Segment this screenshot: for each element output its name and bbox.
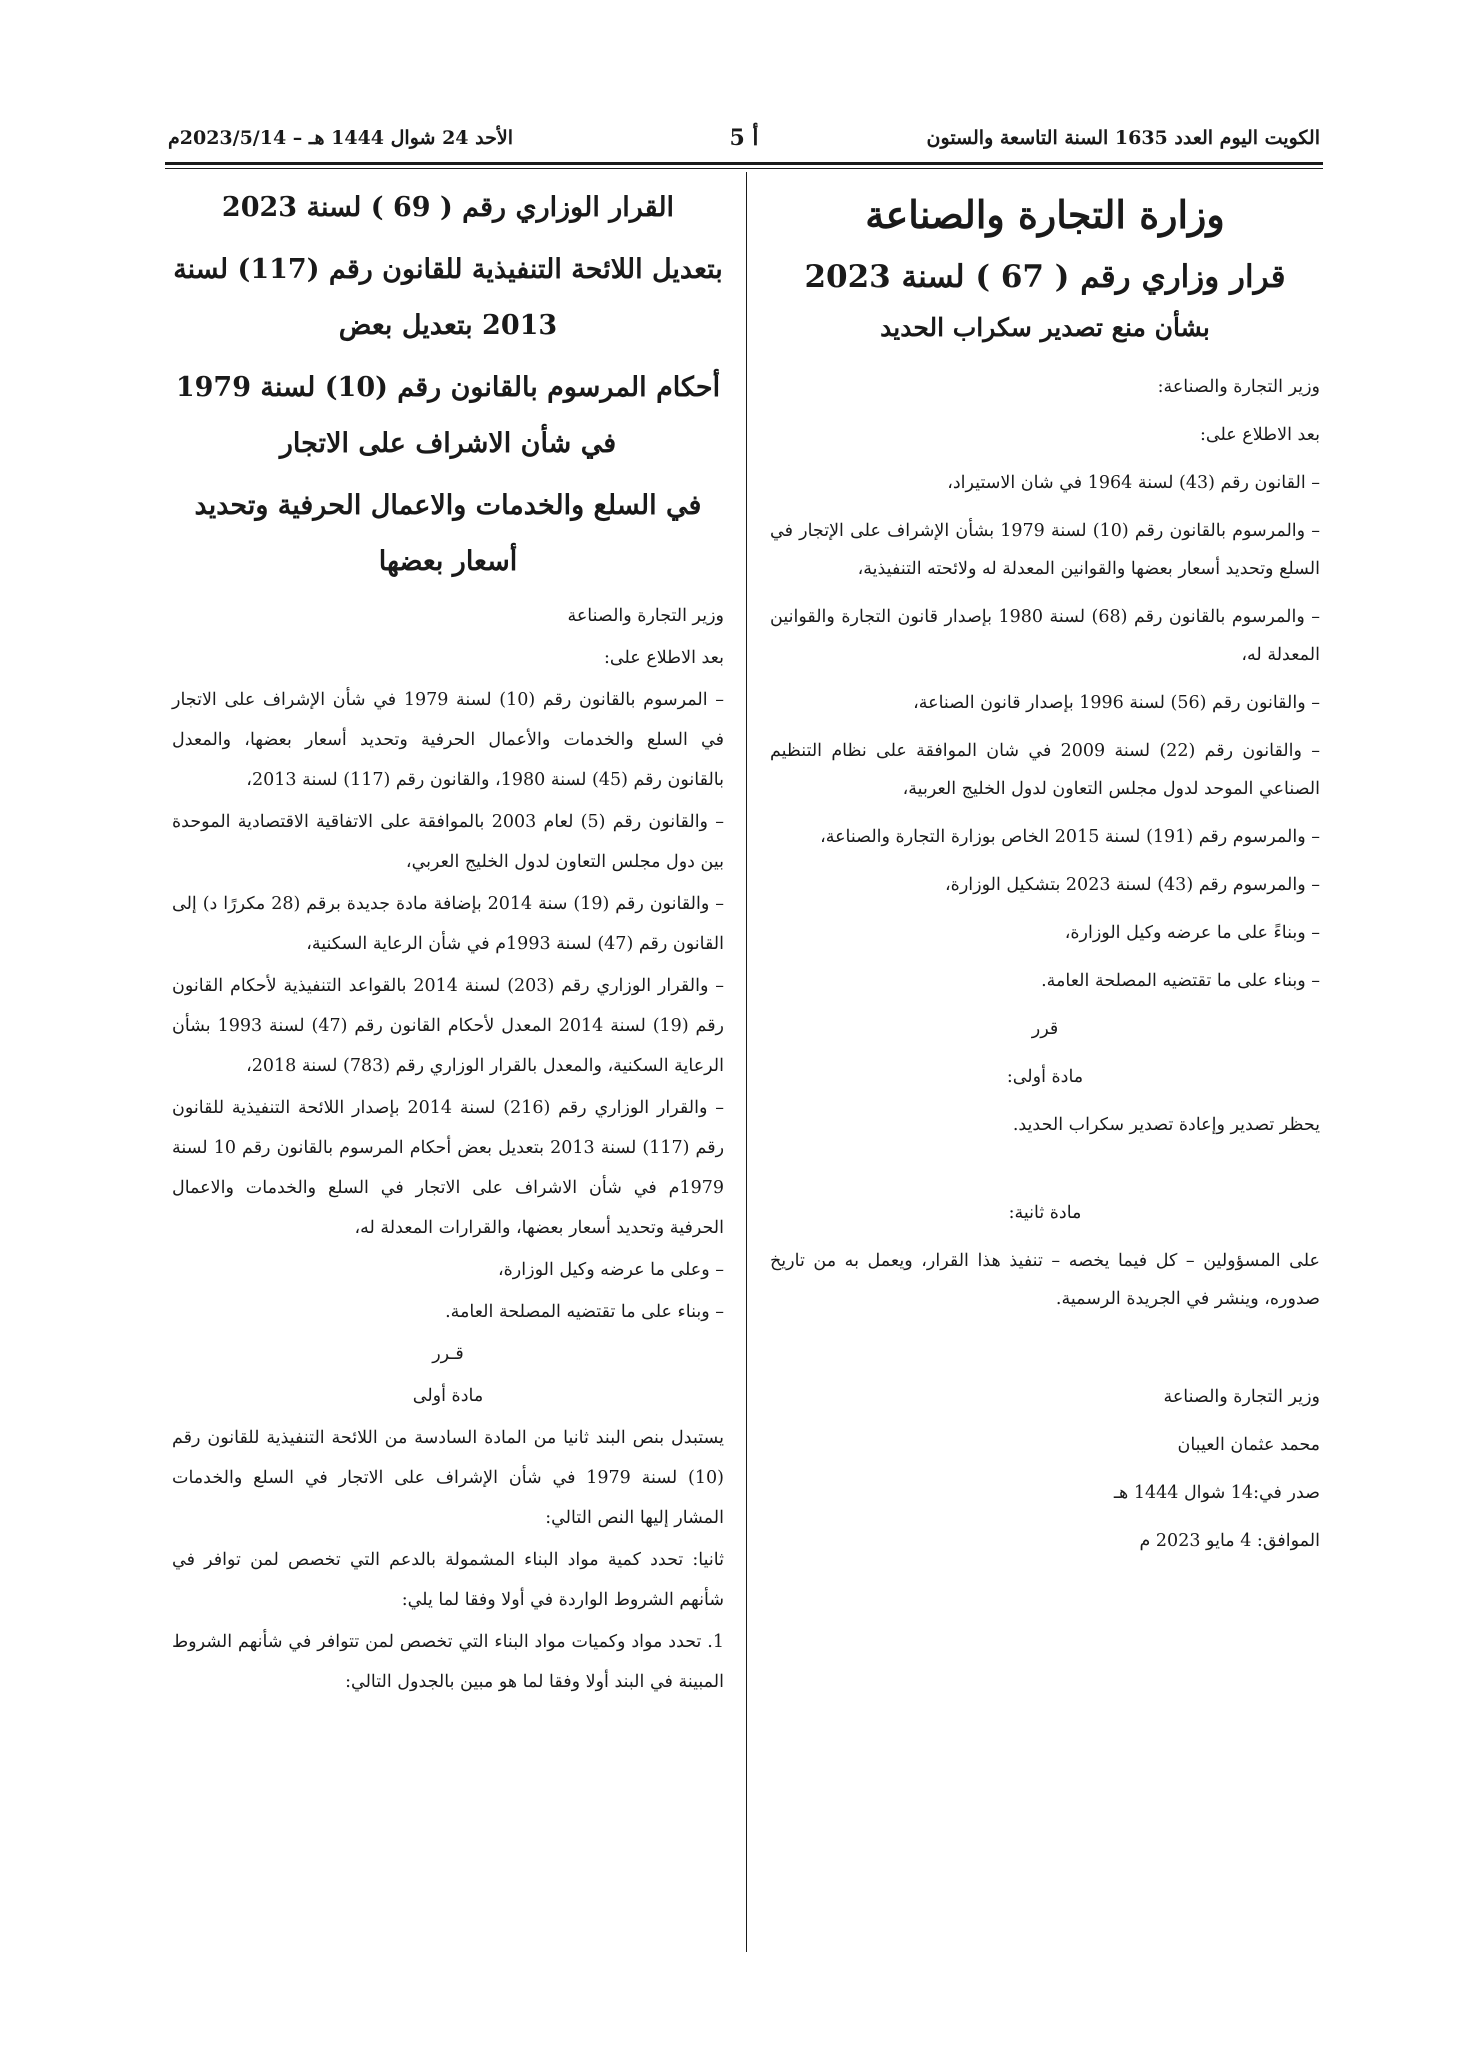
- issued-date: صدر في:14 شوال 1444 هـ: [1113, 1483, 1320, 1503]
- running-header: [168, 118, 1320, 158]
- preamble-item: – والقانون رقم (56) لسنة 1996 بإصدار قانون الصناعة،: [913, 693, 1320, 713]
- preamble-intro: بعد الاطلاع على:: [604, 648, 724, 668]
- minister-label: وزير التجارة والصناعة: [567, 606, 724, 626]
- decree-67-title: قرار وزاري رقم ( 67 ) لسنة 2023: [804, 259, 1286, 295]
- article-one-text: يحظر تصدير وإعادة تصدير سكراب الحديد.: [1012, 1115, 1320, 1135]
- decree-67-column: [770, 180, 1320, 1570]
- clause-two-text: ثانيا: تحدد كمية مواد البناء المشمولة بالدعم التي تخصص لمن توافر في شأنهم الشروط الواردة في أولا وفقا لما يلي:: [172, 1550, 724, 1610]
- article-one-text: يستبدل بنص البند ثانيا من المادة السادسة من اللائحة التنفيذية للقانون رقم (10) لسنة 1979 في شأن الإشراف على الاتجار في السلع والخدمات المشار إليها النص التالي:: [172, 1428, 724, 1528]
- ministry-title: وزارة التجارة والصناعة: [865, 192, 1225, 237]
- decree-69-column: [172, 180, 724, 1704]
- preamble-item: – والمرسوم رقم (43) لسنة 2023 بتشكيل الوزارة،: [945, 875, 1320, 895]
- decided-heading: قرر: [1031, 1019, 1059, 1039]
- preamble-item: – والقرار الوزاري رقم (216) لسنة 2014 بإصدار اللائحة التنفيذية للقانون رقم (117) لسنة 2013 بتعديل بعض أحكام المرسوم بالقانون رقم 10 لسنة 1979م في شأن الاشراف على الاتجار في السلع والخدمات والاعمال الحرفية وتحديد أسعار بعضها، والقرارات المعدلة له،: [172, 1098, 725, 1238]
- header-rule-thick: [165, 162, 1323, 165]
- article-one-heading: مادة أولى:: [1006, 1067, 1084, 1087]
- preamble-item: – والمرسوم رقم (191) لسنة 2015 الخاص بوزارة التجارة والصناعة،: [820, 827, 1320, 847]
- preamble-item: – المرسوم بالقانون رقم (10) لسنة 1979 في شأن الإشراف على الاتجار في السلع والخدمات والأعمال الحرفية وتحديد أسعار بعضها، والمعدل بالقانون رقم (45) لسنة 1980، والقانون رقم (117) لسنة 2013،: [172, 690, 725, 790]
- preamble-item: – والمرسوم بالقانون رقم (68) لسنة 1980 بإصدار قانون التجارة والقوانين المعدلة له،: [770, 607, 1321, 665]
- preamble-item: – وبناء على ما تقتضيه المصلحة العامة.: [445, 1302, 724, 1322]
- signature-name: محمد عثمان العيبان: [1177, 1435, 1320, 1455]
- preamble-item: – والقانون رقم (19) سنة 2014 بإضافة مادة جديدة برقم (28 مكررًا د) إلى القانون رقم (47) لسنة 1993م في شأن الرعاية السكنية،: [172, 894, 724, 954]
- preamble-item: – والمرسوم بالقانون رقم (10) لسنة 1979 بشأن الإشراف على الإتجار في السلع وتحديد أسعار بعضها والقوانين المعدلة له ولائحته التنفيذية،: [770, 521, 1321, 579]
- clause-item-one: 1. تحدد مواد وكميات مواد البناء التي تخصص لمن تتوافر في شأنهم الشروط المبينة في البند أولا وفقا لما هو مبين بالجدول التالي:: [172, 1632, 724, 1692]
- minister-label: وزير التجارة والصناعة:: [1157, 377, 1320, 397]
- header-page-number: أ 5: [729, 125, 759, 151]
- preamble-item: – القانون رقم (43) لسنة 1964 في شان الاستيراد،: [947, 473, 1320, 493]
- decided-heading: قـرر: [432, 1344, 464, 1364]
- preamble-item: – والقانون رقم (5) لعام 2003 بالموافقة على الاتفاقية الاقتصادية الموحدة بين دول مجلس التعاون لدول الخليج العربي،: [172, 812, 724, 872]
- preamble-item: – وبناء على ما تقتضيه المصلحة العامة.: [1041, 971, 1320, 991]
- decree-67-subject: بشأن منع تصدير سكراب الحديد: [880, 313, 1210, 342]
- decree-69-subject-line: بتعديل اللائحة التنفيذية للقانون رقم (117) لسنة 2013 بتعديل بعض: [173, 254, 723, 341]
- decree-69-subject-line: في السلع والخدمات والاعمال الحرفية وتحديد أسعار بعضها: [194, 490, 702, 577]
- preamble-item: – وبناءً على ما عرضه وكيل الوزارة،: [1064, 923, 1320, 943]
- decree-69-title: القرار الوزاري رقم ( 69 ) لسنة 2023: [221, 192, 675, 223]
- preamble-item: – والقرار الوزاري رقم (203) لسنة 2014 بالقواعد التنفيذية لأحكام القانون رقم (19) لسنة 2014 المعدل لأحكام القانون رقم (47) لسنة 1993 بشأن الرعاية السكنية، والمعدل بالقرار الوزاري رقم (783) لسنة 2018،: [172, 976, 725, 1076]
- article-two-heading: مادة ثانية:: [1008, 1203, 1082, 1223]
- article-two-text: على المسؤولين – كل فيما يخصه – تنفيذ هذا القرار، ويعمل به من تاريخ صدوره، وينشر في الجريدة الرسمية.: [770, 1251, 1320, 1309]
- gregorian-date: الموافق: 4 مايو 2023 م: [1139, 1531, 1320, 1551]
- signature-title: وزير التجارة والصناعة: [1163, 1387, 1320, 1407]
- preamble-item: – وعلى ما عرضه وكيل الوزارة،: [497, 1260, 724, 1280]
- preamble-intro: بعد الاطلاع على:: [1200, 425, 1320, 445]
- header-date: الأحد 24 شوال 1444 هـ – 2023/5/14م: [168, 127, 513, 149]
- preamble-item: – والقانون رقم (22) لسنة 2009 في شان الموافقة على نظام التنظيم الصناعي الموحد لدول مجلس التعاون لدول الخليج العربية،: [770, 741, 1320, 799]
- column-divider: [746, 172, 747, 1952]
- article-one-heading: مادة أولى: [412, 1386, 484, 1406]
- header-issue-info: الكويت اليوم العدد 1635 السنة التاسعة والستون: [926, 127, 1320, 149]
- decree-69-subject-line: أحكام المرسوم بالقانون رقم (10) لسنة 1979 في شأن الاشراف على الاتجار: [175, 372, 721, 459]
- header-rule-thin: [165, 168, 1323, 169]
